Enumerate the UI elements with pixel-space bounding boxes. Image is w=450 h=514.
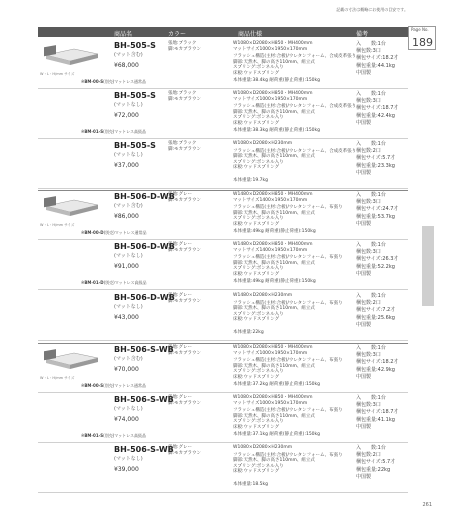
spec-line: 脚部:天然木、脚の高さ110mm、組立式 xyxy=(233,260,315,266)
product-name: BH-505-S xyxy=(114,91,156,100)
mattress-note: (マット含む) xyxy=(114,52,143,58)
remark-line: 梱包重量:25.6kg xyxy=(356,314,395,321)
remark-line: 入 数:1台 xyxy=(356,242,386,248)
spec-line: スプリング:ボンネル入り xyxy=(233,311,284,317)
option-note: (別売)マットレス通常品 xyxy=(103,383,146,388)
top-note: 記載の寸法は概略にお使用の目安です。 xyxy=(336,7,408,12)
product-size: W1480×D2080×H850・MH400mm xyxy=(233,192,313,197)
color-line: 張地:グレー xyxy=(168,395,193,400)
color-line: 脚:モカブラウン xyxy=(168,47,202,52)
product-size: W1480×D2080×H230mm xyxy=(233,293,293,298)
remark-line: 入 数:1台 xyxy=(356,91,386,97)
remark-line: 梱包数:3口 xyxy=(356,48,381,55)
spec-line: スプリング:ボンネル入り xyxy=(233,159,284,165)
spec-line: 脚部:天然木、脚の高さ110mm、組立式 xyxy=(233,363,315,369)
remark-line: 入 数:1台 xyxy=(356,41,386,47)
mattress-note: (マットなし) xyxy=(114,406,143,412)
option-note: (別売)マットレス通常品 xyxy=(103,79,146,84)
spec-line: 床板:ウッドスプリング xyxy=(233,120,280,126)
color-info xyxy=(168,345,201,357)
section-side-tab xyxy=(422,226,434,306)
color-line: 脚:モカブラウン xyxy=(168,97,202,102)
product-row xyxy=(38,292,408,341)
mattress-size: マットサイズ1000×1950×170mm xyxy=(233,96,308,102)
remark-line: 入 数:1台 xyxy=(356,395,386,401)
remark-line: 入 数:1台 xyxy=(356,192,386,198)
spec-line: 脚部:天然木、脚の高さ110mm、組立式 xyxy=(233,109,315,115)
option-note: (別売)マットレス高級品 xyxy=(103,433,146,438)
product-price: ¥39,000 xyxy=(114,466,139,473)
color-info xyxy=(168,445,201,457)
color-line: 張地:グレー xyxy=(168,293,193,298)
header-color: カラー xyxy=(168,30,187,38)
spec-line: 床板:ウッドスプリング xyxy=(233,374,280,380)
product-weight: 本体重量:38.3kg 耐荷重(静止荷重):150kg xyxy=(233,128,321,133)
product-specs xyxy=(233,91,357,133)
product-price: ¥91,000 xyxy=(114,263,139,270)
color-info xyxy=(168,141,201,153)
product-size: W1480×D2080×H850・MH400mm xyxy=(233,242,313,247)
product-specs xyxy=(233,345,343,387)
product-price: ¥43,000 xyxy=(114,314,139,321)
remark-line: 梱包サイズ:26.3才 xyxy=(356,256,399,263)
product-weight: 本体重量:18.5kg xyxy=(233,482,268,487)
spec-line: スプリング:ボンネル入り xyxy=(233,369,284,374)
remark-line: 梱包重量:44.1kg xyxy=(356,62,395,69)
remarks xyxy=(356,345,398,381)
spec-line: 脚部:天然木、脚の高さ110mm、組立式 xyxy=(233,154,315,159)
remark-line: 入 数:1台 xyxy=(356,345,386,351)
spec-line: 床板:ウッドスプリング xyxy=(233,317,280,322)
color-line: 張地:グレー xyxy=(168,345,193,350)
remark-line: 中国製 xyxy=(356,169,372,176)
remark-line: 梱包サイズ:18.2才 xyxy=(356,359,399,366)
remark-line: 梱包重量:53.7kg xyxy=(356,213,395,220)
color-line: 張地:ブラック xyxy=(168,91,197,96)
product-specs xyxy=(233,41,357,83)
remark-line: 梱包数:3口 xyxy=(356,249,381,256)
remark-line: 梱包重量:52.2kg xyxy=(356,263,395,270)
remark-line: 梱包数:2口 xyxy=(356,300,381,307)
product-name: BH-506-S-WB xyxy=(114,395,174,404)
remark-line: 梱包重量:22kg xyxy=(356,466,391,473)
product-weight: 本体重量:19.7kg xyxy=(233,178,268,183)
thumbnail-caption: W・L・H/mm サイズ xyxy=(40,376,75,380)
remark-line: 梱包サイズ:18.7才 xyxy=(356,105,399,112)
remark-line: 梱包重量:42.4kg xyxy=(356,112,395,119)
product-specs xyxy=(233,141,357,183)
remark-line: 梱包数:3口 xyxy=(356,352,381,359)
remark-line: 入 数:1台 xyxy=(356,445,386,451)
color-line: 脚:モカブラウン xyxy=(168,451,202,456)
product-specs xyxy=(233,242,343,284)
color-info xyxy=(168,293,201,305)
option-code: BM-00-S xyxy=(84,79,104,84)
spec-line: フラッシュ構造(主材:合板)/ウレタンフォーム、布張り xyxy=(233,452,343,458)
spec-line: 床板:ウッドスプリング xyxy=(233,469,280,474)
product-name: BH-506-D-WB xyxy=(114,192,175,201)
header-spec: 商品仕様 xyxy=(238,30,263,38)
product-price: ¥86,000 xyxy=(114,213,139,220)
spec-line: 脚部:天然木、脚の高さ110mm、組立式 xyxy=(233,210,315,216)
bed-thumbnail xyxy=(40,349,102,373)
spec-line: フラッシュ構造(主材:合板)/ウレタンフォーム、布張り xyxy=(233,205,343,210)
option-code: BM-01-S xyxy=(84,433,104,438)
product-weight: 本体重量:49kg 耐荷重(静止荷重):150kg xyxy=(233,229,316,234)
spec-line: スプリング:ボンネル入り xyxy=(233,266,284,271)
spec-line: フラッシュ構造(主材:合板)/ウレタンフォーム、布張り xyxy=(233,255,343,260)
mattress-note: (マットなし) xyxy=(114,456,143,462)
product-specs xyxy=(233,445,343,487)
option-mattress: ※BM-01-S(別売)マットレス高級品 xyxy=(81,129,146,134)
spec-line: フラッシュ構造(主材:合板)/ウレタンフォーム、布張り xyxy=(233,358,343,363)
table-header xyxy=(38,27,408,37)
remarks xyxy=(356,242,398,278)
bed-thumbnail xyxy=(40,45,102,69)
remark-line: 梱包サイズ:5.7才 xyxy=(356,459,396,466)
product-size: W1080×D2080×H850・MH400mm xyxy=(233,345,313,350)
product-specs xyxy=(233,192,343,234)
remark-line: 梱包サイズ:7.2才 xyxy=(356,307,396,314)
color-line: 脚:モカブラウン xyxy=(168,299,202,304)
remark-line: 入 数:1台 xyxy=(356,293,386,299)
remark-line: 中国製 xyxy=(356,373,372,380)
product-name: BH-505-S xyxy=(114,41,156,50)
product-size: W1080×D2080×H230mm xyxy=(233,445,293,450)
product-row xyxy=(38,241,408,290)
header-remark: 備考 xyxy=(356,30,369,38)
product-row xyxy=(38,140,408,189)
remarks xyxy=(356,192,398,228)
remark-line: 梱包サイズ:24.7才 xyxy=(356,206,399,213)
page-label: Page No. xyxy=(411,27,429,32)
product-weight: 本体重量:49kg 耐荷重(静止荷重):150kg xyxy=(233,279,316,284)
remark-line: 梱包数:3口 xyxy=(356,402,381,409)
mattress-size: マットサイズ1400×1950×170mm xyxy=(233,197,308,203)
product-weight: 本体重量:38.4kg 耐荷重(静止荷重):150kg xyxy=(233,78,321,83)
product-size: W1080×D2080×H850・MH400mm xyxy=(233,91,313,96)
remarks xyxy=(356,293,395,329)
product-weight: 本体重量:37.1kg 耐荷重(静止荷重):150kg xyxy=(233,432,321,437)
remark-line: 中国製 xyxy=(356,321,372,328)
remarks xyxy=(356,445,395,481)
remark-line: 中国製 xyxy=(356,220,372,227)
spec-line: 床板:ウッドスプリング xyxy=(233,424,280,430)
header-name: 商品名 xyxy=(114,30,133,38)
product-price: ¥74,000 xyxy=(114,416,139,423)
remarks xyxy=(356,41,398,77)
remark-line: 梱包サイズ:5.7才 xyxy=(356,155,396,162)
product-specs xyxy=(233,395,343,437)
product-row xyxy=(38,40,408,89)
option-note: (別売)マットレス高級品 xyxy=(103,129,146,134)
remark-line: 梱包重量:42.9kg xyxy=(356,366,395,373)
product-price: ¥37,000 xyxy=(114,162,139,169)
product-row xyxy=(38,190,408,240)
color-line: 張地:ブラック xyxy=(168,141,197,146)
product-specs xyxy=(233,293,343,335)
mattress-size: マットサイズ1000×1950×170mm xyxy=(233,350,308,356)
product-name: BH-505-S xyxy=(114,141,156,150)
product-name: BH-506-D-WB xyxy=(114,293,175,302)
product-row xyxy=(38,394,408,443)
spec-line: スプリング:ボンネル入り xyxy=(233,463,284,469)
option-mattress: ※BM-01-S(別売)マットレス高級品 xyxy=(81,433,146,438)
spec-line: フラッシュ構造(主材:合板)/ウレタンフォーム、布張り xyxy=(233,408,343,413)
option-mattress: ※BM-00-S(別売)マットレス通常品 xyxy=(81,79,146,84)
color-line: 脚:モカブラウン xyxy=(168,198,202,203)
thumbnail-caption: W・L・H/mm サイズ xyxy=(40,223,75,227)
remarks xyxy=(356,91,398,127)
page-number: 189 xyxy=(412,36,433,49)
product-row xyxy=(38,343,408,393)
remark-line: 中国製 xyxy=(356,69,372,76)
product-weight: 本体重量:37.2kg 耐荷重(静止荷重):150kg xyxy=(233,382,321,387)
spec-line: スプリング:ボンネル入り xyxy=(233,419,284,424)
remark-line: 梱包サイズ:18.7才 xyxy=(356,409,399,416)
mattress-note: (マットなし) xyxy=(114,102,143,108)
remark-line: 梱包数:3口 xyxy=(356,199,381,206)
color-info xyxy=(168,91,201,103)
color-line: 脚:モカブラウン xyxy=(168,147,202,152)
option-code: BM-00-S xyxy=(84,383,104,388)
product-size: W1080×D2080×H850・MH400mm xyxy=(233,395,313,400)
color-line: 脚:モカブラウン xyxy=(168,351,202,356)
product-name: BH-506-S-WB xyxy=(114,445,174,454)
remark-line: 梱包サイズ:18.2才 xyxy=(356,55,399,62)
mattress-note: (マット含む) xyxy=(114,356,143,362)
product-price: ¥72,000 xyxy=(114,112,139,119)
spec-line: スプリング:ボンネル入り xyxy=(233,65,284,70)
remark-line: 梱包数:2口 xyxy=(356,452,381,459)
color-line: 張地:グレー xyxy=(168,242,193,247)
spec-line: 床板:ウッドスプリング xyxy=(233,70,280,76)
remark-line: 梱包数:3口 xyxy=(356,98,381,105)
color-info xyxy=(168,192,201,204)
spec-line: フラッシュ構造(主材:合板)/ウレタンフォーム、合成皮革張り xyxy=(233,148,357,154)
spec-line: フラッシュ構造(主材:合板)/ウレタンフォーム、布張り xyxy=(233,300,343,306)
product-price: ¥70,000 xyxy=(114,366,139,373)
footer-page-number: 261 xyxy=(422,502,432,508)
product-row xyxy=(38,90,408,139)
product-size: W1080×D2080×H230mm xyxy=(233,141,293,146)
remark-line: 入 数:1台 xyxy=(356,141,386,147)
mattress-size: マットサイズ1000×1950×170mm xyxy=(233,46,308,52)
option-mattress: ※BM-00-D(別売)マットレス通常品 xyxy=(81,230,147,235)
remark-line: 中国製 xyxy=(356,473,372,480)
option-note: (別売)マットレス高級品 xyxy=(103,280,147,285)
spec-line: スプリング:ボンネル入り xyxy=(233,115,284,120)
color-info xyxy=(168,395,201,407)
mattress-note: (マットなし) xyxy=(114,304,143,310)
remark-line: 梱包重量:41.1kg xyxy=(356,416,395,423)
color-line: 脚:モカブラウン xyxy=(168,401,202,406)
option-code: BM-00-D xyxy=(84,230,104,235)
remark-line: 梱包重量:23.3kg xyxy=(356,162,395,169)
spec-line: フラッシュ構造(主材:合板)/ウレタンフォーム、合成皮革張り xyxy=(233,104,357,109)
product-name: BH-506-S-WB xyxy=(114,345,174,354)
option-note: (別売)マットレス通常品 xyxy=(103,230,147,235)
color-info xyxy=(168,41,201,53)
spec-line: 脚部:天然木、脚の高さ110mm、組立式 xyxy=(233,413,315,419)
remark-line: 中国製 xyxy=(356,119,372,126)
mattress-note: (マット含む) xyxy=(114,203,143,209)
mattress-note: (マットなし) xyxy=(114,253,143,259)
remarks xyxy=(356,395,398,431)
remarks xyxy=(356,141,395,177)
product-size: W1080×D2080×H850・MH400mm xyxy=(233,41,313,46)
remark-line: 梱包数:2口 xyxy=(356,148,381,155)
product-weight: 本体重量:22kg xyxy=(233,330,264,335)
spec-line: 脚部:天然木、脚の高さ110mm、組立式 xyxy=(233,306,315,311)
spec-line: 脚部:天然木、脚の高さ110mm、組立式 xyxy=(233,458,315,463)
bed-thumbnail xyxy=(40,196,102,220)
spec-line: 床板:ウッドスプリング xyxy=(233,165,280,170)
color-line: 張地:グレー xyxy=(168,445,193,450)
spec-line: 脚部:天然木、脚の高さ110mm、組立式 xyxy=(233,59,315,65)
option-code: BM-01-S xyxy=(84,129,104,134)
mattress-size: マットサイズ1400×1950×170mm xyxy=(233,247,308,253)
mattress-note: (マットなし) xyxy=(114,152,143,158)
spec-line: 床板:ウッドスプリング xyxy=(233,271,280,277)
option-mattress: ※BM-01-D(別売)マットレス高級品 xyxy=(81,280,147,285)
option-mattress: ※BM-00-S(別売)マットレス通常品 xyxy=(81,383,146,388)
remark-line: 中国製 xyxy=(356,423,372,430)
spec-line: フラッシュ構造(主材:合板)/ウレタンフォーム、合成皮革張り xyxy=(233,54,357,59)
color-info xyxy=(168,242,201,254)
page-number-box xyxy=(408,26,436,50)
color-line: 張地:ブラック xyxy=(168,41,197,46)
product-price: ¥68,000 xyxy=(114,62,139,69)
product-name: BH-506-D-WB xyxy=(114,242,175,251)
thumbnail-caption: W・L・H/mm サイズ xyxy=(40,72,75,76)
option-code: BM-01-D xyxy=(84,280,104,285)
product-row xyxy=(38,444,408,493)
spec-line: スプリング:ボンネル入り xyxy=(233,216,284,221)
remark-line: 中国製 xyxy=(356,270,372,277)
spec-line: 床板:ウッドスプリング xyxy=(233,221,280,227)
color-line: 脚:モカブラウン xyxy=(168,248,202,253)
color-line: 張地:グレー xyxy=(168,192,193,197)
mattress-size: マットサイズ1000×1950×170mm xyxy=(233,400,308,406)
